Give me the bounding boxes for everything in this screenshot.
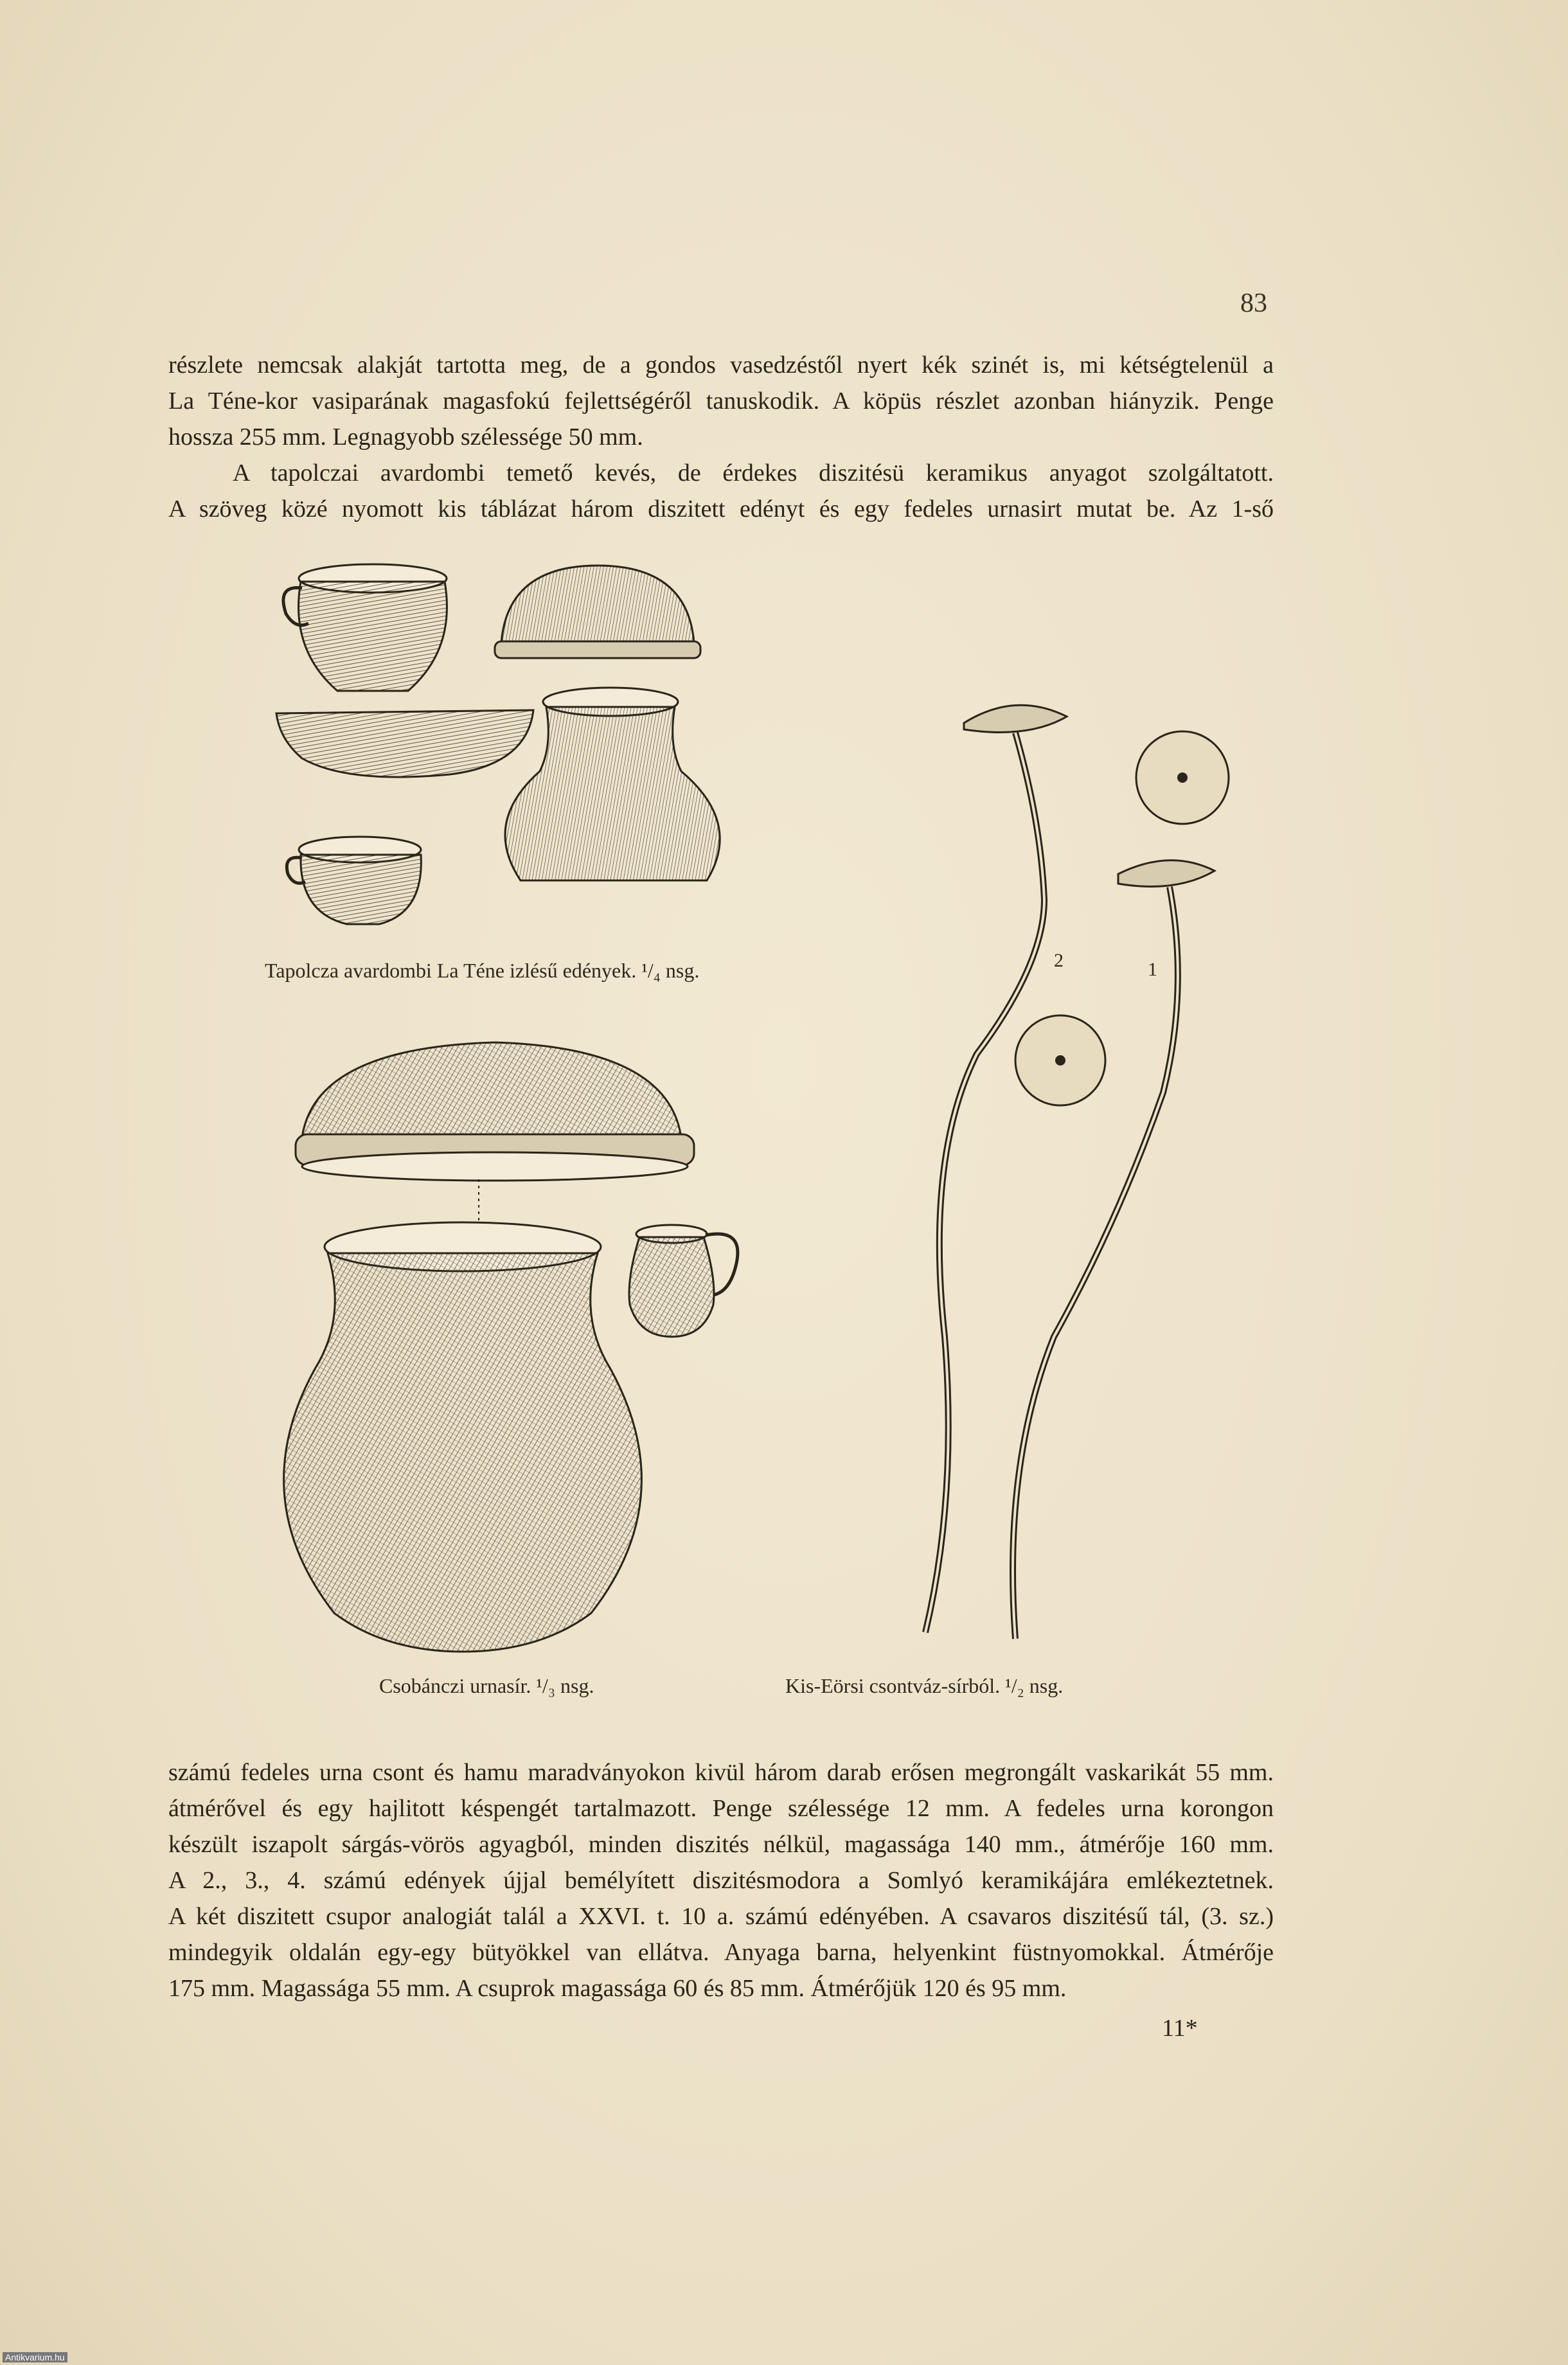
text-line: átmérővel és egy hajlitott késpengét tartalmazott. Penge szélessége 12 mm. A fedeles urna korongon bbox=[168, 1795, 1274, 1822]
text-line: A szöveg közé nyomott kis táblázat három diszitett edényt és egy fedeles urnasirt mutat be. Az 1-ső bbox=[168, 495, 1274, 522]
text-line: 175 mm. Magassága 55 mm. A csuprok magassága 60 és 85 mm. Átmérőjük 120 és 95 mm. bbox=[168, 1975, 1067, 2002]
text-line: La Téne-kor vasiparának magasfokú fejlettségéről tanuskodik. A köpüs részlet azonban hiányzik. Penge bbox=[168, 388, 1274, 415]
figure-tapolcza-vessels bbox=[270, 553, 758, 925]
text-line: mindegyik oldalán egy-egy bütyökkel van ellátva. Anyaga barna, helyenkint füstnyomokkal. Átmérője bbox=[168, 1939, 1274, 1966]
fluted-cup-2 bbox=[287, 837, 421, 924]
text-line: hossza 255 mm. Legnagyobb szélessége 50 mm. bbox=[168, 424, 643, 451]
urn-lid bbox=[296, 1042, 694, 1181]
small-jug bbox=[629, 1225, 738, 1337]
disc-middle bbox=[1015, 1015, 1105, 1105]
disc-top bbox=[1136, 731, 1229, 824]
caption-kis-eorsi: Kis-Eörsi csontváz-sírból. ¹/₂ nsg. bbox=[785, 1674, 1064, 1697]
watermark: Antikvarium.hu bbox=[3, 2352, 67, 2362]
page-number: 83 bbox=[1240, 289, 1267, 318]
fluted-cup-1 bbox=[283, 564, 447, 691]
text-line: A 2., 3., 4. számú edények újjal bemélyített diszitésmodora a Somlyó keramikájára emlékeztetnek. bbox=[168, 1867, 1274, 1894]
figure-number-1: 1 bbox=[1148, 959, 1157, 980]
text-line: A tapolczai avardombi temető kevés, de érdekes diszitésü keramikus anyagot szolgáltatott. bbox=[233, 460, 1274, 486]
urn-body bbox=[284, 1222, 642, 1652]
spiral-bowl bbox=[276, 710, 533, 777]
bottom-paragraph bbox=[168, 1754, 1274, 2006]
figure-kis-eorsi-pins bbox=[887, 694, 1260, 1658]
caption-tapolcza: Tapolcza avardombi La Téne izlésű edények. ¹/₄ nsg. bbox=[265, 959, 700, 982]
top-paragraph bbox=[168, 347, 1274, 527]
lid-1 bbox=[495, 566, 700, 658]
text-line: A két diszitett csupor analogiát talál a XXVI. t. 10 a. számú edényében. A csavaros diszitésű tál, (3. sz.) bbox=[168, 1903, 1274, 1930]
pin-2 bbox=[925, 705, 1067, 1632]
text-line: készült iszapolt sárgás-vörös agyagból, minden diszités nélkül, magassága 140 mm., átmérője 160 mm. bbox=[168, 1831, 1274, 1858]
tall-urn bbox=[505, 688, 720, 880]
text-line: részlete nemcsak alakját tartotta meg, de a gondos vasedzéstől nyert kék szinét is, mi kétségtelenül a bbox=[168, 352, 1274, 379]
text-line: számú fedeles urna csont és hamu maradványokon kivül három darab erősen megrongált vaskarikát 55 mm. bbox=[168, 1759, 1274, 1786]
signature-mark: 11* bbox=[1162, 2015, 1198, 2042]
pin-1 bbox=[1013, 861, 1215, 1639]
caption-csobanczi: Csobánczi urnasír. ¹/₃ nsg. bbox=[379, 1674, 594, 1697]
figure-csobanczi-urn bbox=[257, 1035, 758, 1664]
figure-number-2: 2 bbox=[1054, 950, 1064, 971]
